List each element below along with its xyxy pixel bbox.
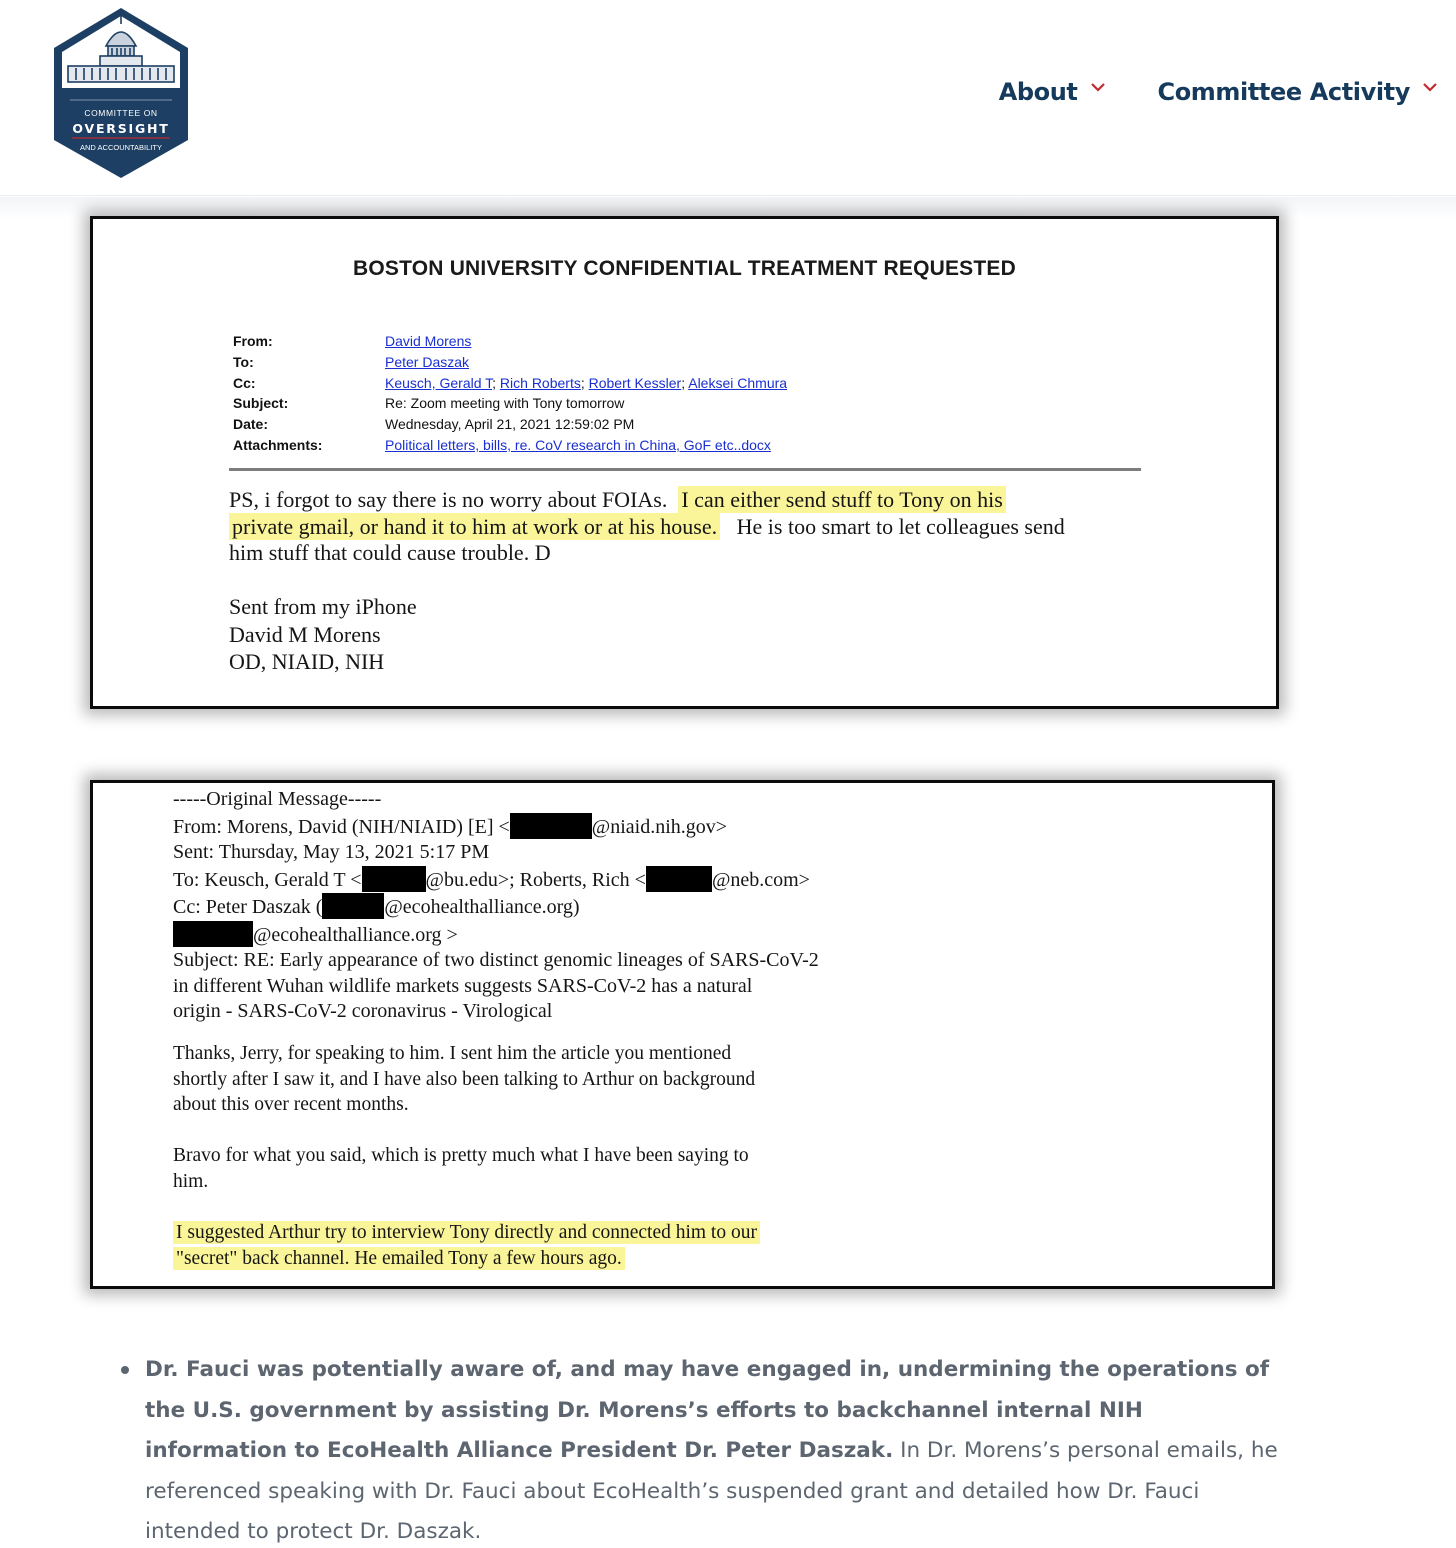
cc-link[interactable]: Keusch, Gerald T (385, 374, 493, 391)
body-line: about this over recent months. (173, 1094, 409, 1116)
highlighted-text: I suggested Arthur try to interview Tony directly and connected him to our (173, 1221, 760, 1244)
date-value: Wednesday, April 21, 2021 12:59:02 PM (385, 416, 635, 433)
from-line-domain: @niaid.nih.gov> (591, 815, 728, 838)
from-label: From: (233, 333, 273, 349)
from-line: From: Morens, David (NIH/NIAID) [E] < (173, 815, 510, 838)
subject-line: origin - SARS-CoV-2 coronavirus - Virological (173, 1000, 553, 1022)
attachment-link[interactable]: Political letters, bills, re. CoV research in China, GoF etc..docx (385, 436, 771, 453)
cc-link[interactable]: Aleksei Chmura (688, 374, 788, 391)
chevron-down-icon (1422, 80, 1438, 96)
body-line: Bravo for what you said, which is pretty much what I have been saying to (173, 1145, 749, 1167)
signature-line: David M Morens (229, 621, 381, 647)
body-line: shortly after I saw it, and I have also been talking to Arthur on background (173, 1068, 756, 1090)
to-label: To: (233, 353, 254, 370)
to-line-domain: @neb.com> (711, 868, 810, 891)
main-nav (999, 78, 1438, 106)
cc-line: Cc: Peter Daszak ( (173, 896, 323, 918)
redaction-box (322, 893, 384, 919)
to-line: To: Keusch, Gerald T < (173, 868, 362, 891)
nav-about[interactable] (999, 78, 1106, 106)
committee-logo[interactable] (50, 4, 192, 182)
highlighted-text: "secret" back channel. He emailed Tony a few hours ago. (173, 1247, 625, 1270)
subject-value: Re: Zoom meeting with Tony tomorrow (385, 395, 625, 412)
email-signature (229, 593, 417, 676)
cc-line2-domain: @ecohealthalliance.org > (253, 923, 458, 946)
signature-line: Sent from my iPhone (229, 594, 417, 619)
logo-line2: OVERSIGHT (72, 121, 170, 136)
site-header (0, 0, 1456, 196)
redaction-box (510, 813, 592, 839)
date-label: Date: (233, 416, 269, 433)
to-line-mid: @bu.edu>; Roberts, Rich < (425, 868, 646, 891)
email-screenshot-2 (90, 780, 1275, 1289)
header-divider (229, 468, 1141, 471)
logo-line3: AND ACCOUNTABILITY (80, 143, 162, 152)
body-text: He is too smart to let colleagues send (736, 513, 1065, 539)
chevron-down-icon (1090, 80, 1106, 96)
cc-link[interactable]: Rich Roberts (499, 374, 581, 391)
attachments-label: Attachments: (233, 436, 323, 453)
body-text: him stuff that could cause trouble. D (229, 540, 551, 565)
nav-about-label: About (998, 78, 1078, 106)
redaction-box (646, 866, 712, 892)
body-text: PS, i forgot to say there is no worry about FOIAs. (229, 487, 668, 512)
redaction-box (362, 866, 426, 892)
email-screenshot-1 (90, 216, 1279, 709)
doc-title: BOSTON UNIVERSITY CONFIDENTIAL TREATMENT REQUESTED (353, 257, 1016, 280)
finding-text: In Dr. Morens’s personal emails, he referenced speaking with Dr. Fauci about EcoHealth’s suspended grant and detailed how Dr. Fauci intended to protect Dr. Daszak. (145, 1438, 1278, 1544)
original-message-label: -----Original Message----- (173, 788, 382, 810)
highlighted-text: I can either send stuff to Tony on his (678, 486, 1005, 513)
original-message-header (173, 787, 819, 1025)
subject-line: Subject: RE: Early appearance of two distinct genomic lineages of SARS-CoV-2 (173, 949, 819, 971)
subject-label: Subject: (233, 395, 289, 412)
finding-bold: Dr. Fauci was potentially aware of, and may have engaged in, undermining the operations of the U.S. government by assisting Dr. Morens’s efforts to backchannel internal NIH information to EcoHealth Alliance President Dr. Peter Daszak. (145, 1357, 1270, 1463)
sent-line: Sent: Thursday, May 13, 2021 5:17 PM (173, 841, 490, 863)
body-line: him. (173, 1170, 209, 1192)
to-link[interactable]: Peter Daszak (385, 353, 470, 370)
signature-line: OD, NIAID, NIH (229, 649, 385, 674)
body-line: Thanks, Jerry, for speaking to him. I sent him the article you mentioned (173, 1043, 732, 1064)
from-link[interactable]: David Morens (385, 333, 472, 349)
cc-line-domain: @ecohealthalliance.org) (384, 896, 580, 918)
email-header-fields: From: David Morens To: Peter Daszak Cc: Keusch, Gerald T; Rich Roberts; Robert Kessler; Aleksei Chmura Subject: Re: Zoom meeting with Tony tomorrow Date: Wednesday, April 21, 2021 12:59:02 PM Attachments: Political letters, bills, re. CoV research in China, GoF etc..docx (233, 331, 787, 456)
list-item (118, 1350, 1288, 1548)
email-body (229, 487, 1065, 567)
email-body (173, 1041, 760, 1271)
nav-committee-activity[interactable] (1158, 78, 1439, 106)
subject-line: in different Wuhan wildlife markets suggests SARS-CoV-2 has a natural (173, 974, 753, 997)
nav-committee-activity-label: Committee Activity (1157, 78, 1410, 106)
logo-line1: COMMITTEE ON (84, 108, 158, 118)
highlighted-text: private gmail, or hand it to him at work or at his house. (229, 513, 720, 540)
redaction-box (173, 921, 253, 947)
findings-list (118, 1350, 1288, 1548)
cc-label: Cc: (233, 374, 256, 391)
cc-link[interactable]: Robert Kessler (588, 374, 682, 391)
